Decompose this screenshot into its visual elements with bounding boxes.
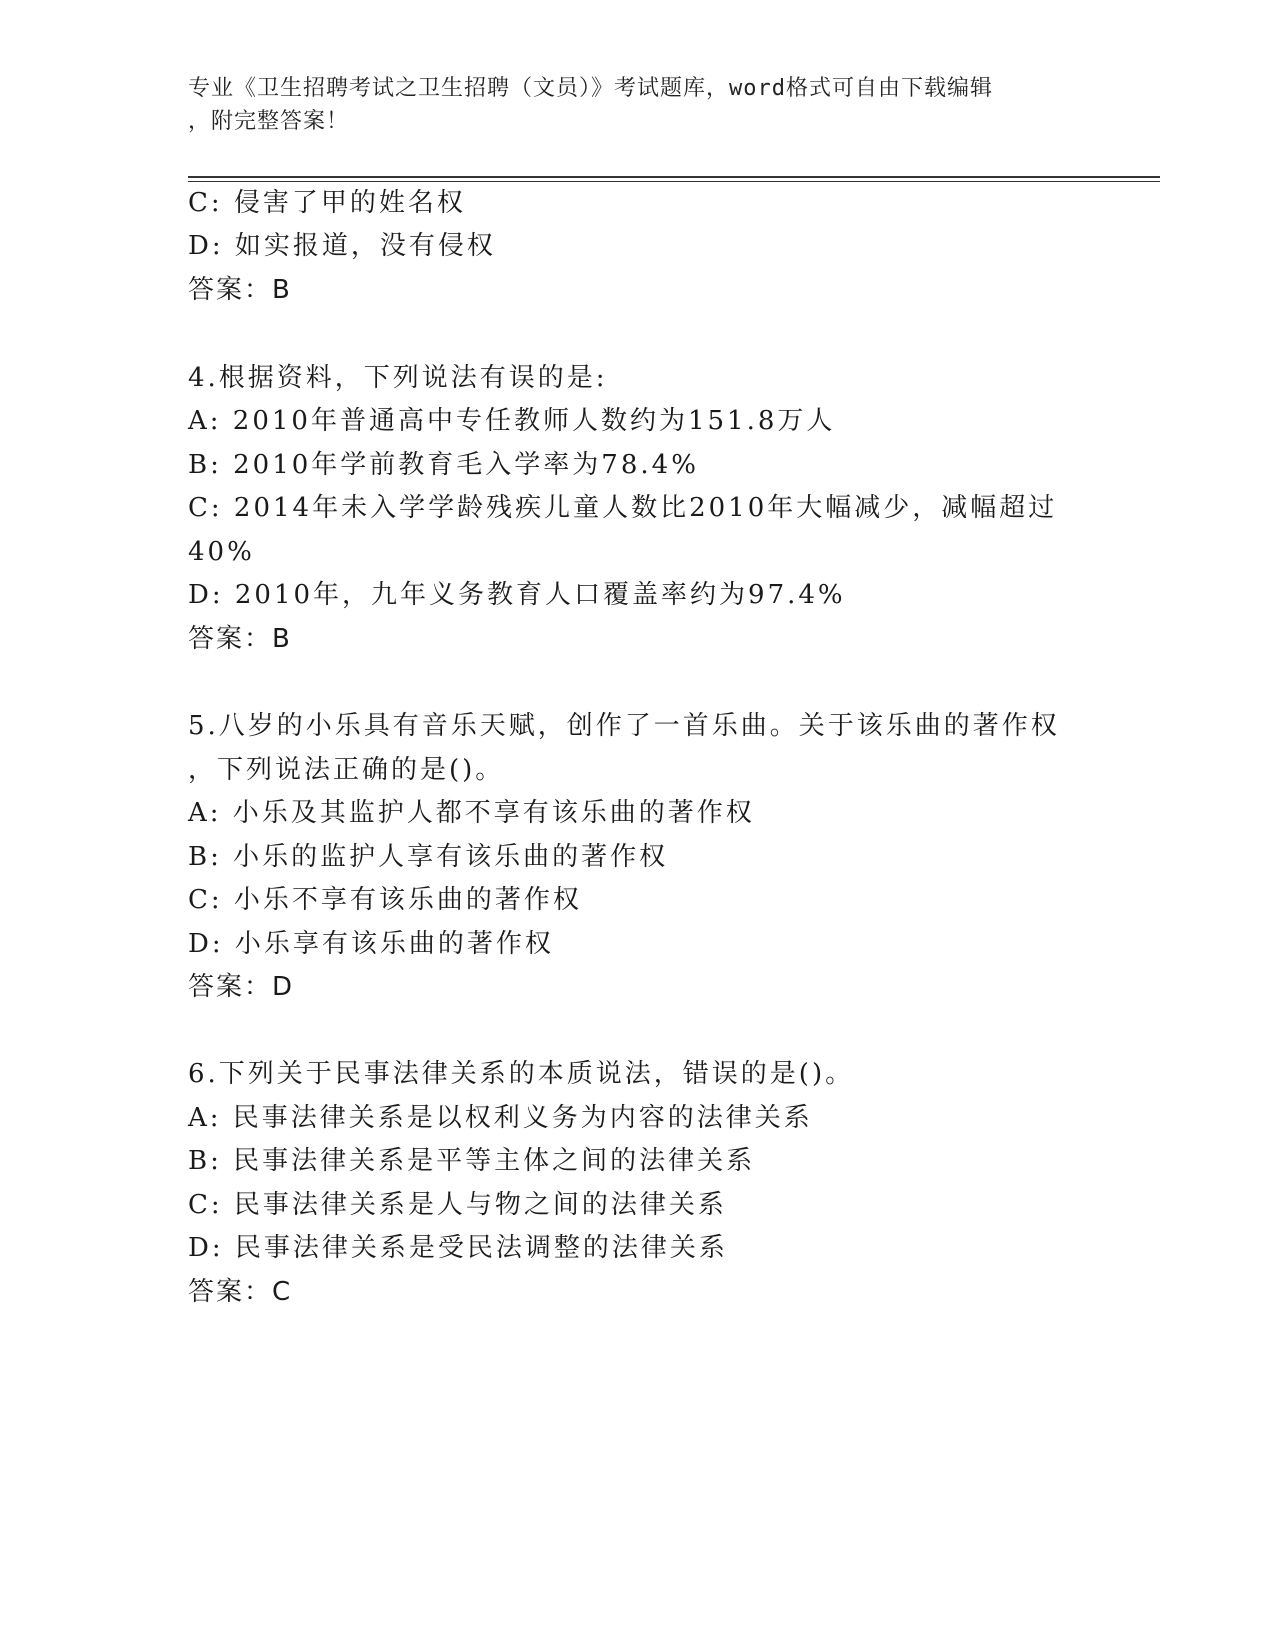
q4-option-d: D: 2010年，九年义务教育人口覆盖率约为97.4%: [188, 580, 846, 610]
q4-option-a: A: 2010年普通高中专任教师人数约为151.8万人: [188, 406, 836, 436]
q6-option-b: B: 民事法律关系是平等主体之间的法律关系: [188, 1146, 756, 1176]
header-line-2: ，附完整答案！: [188, 109, 350, 134]
q5-option-c: C: 小乐不享有该乐曲的著作权: [188, 885, 582, 915]
document-header: [188, 72, 1088, 138]
q5-answer: 答案：D: [188, 972, 295, 1002]
q4-option-b: B: 2010年学前教育毛入学率为78.4%: [188, 450, 699, 480]
q5-option-d: D: 小乐享有该乐曲的著作权: [188, 929, 554, 959]
q3-option-c: C: 侵害了甲的姓名权: [188, 188, 466, 218]
q5-option-b: B: 小乐的监护人享有该乐曲的著作权: [188, 842, 669, 872]
q5-stem-line-2: ，下列说法正确的是()。: [188, 755, 505, 785]
q3-answer: 答案：B: [188, 275, 292, 305]
q6-option-c: C: 民事法律关系是人与物之间的法律关系: [188, 1190, 727, 1220]
q4-option-c-line-2: 40%: [188, 537, 255, 567]
q6-stem: 6.下列关于民事法律关系的本质说法，错误的是()。: [188, 1059, 855, 1089]
q4-stem: 4.根据资料，下列说法有误的是:: [188, 363, 608, 393]
q4-answer: 答案：B: [188, 624, 292, 654]
q5-option-a: A: 小乐及其监护人都不享有该乐曲的著作权: [188, 798, 755, 828]
q6-option-d: D: 民事法律关系是受民法调整的法律关系: [188, 1233, 728, 1263]
q6-option-a: A: 民事法律关系是以权利义务为内容的法律关系: [188, 1103, 813, 1133]
q6-answer: 答案：C: [188, 1277, 293, 1307]
q5-stem-line-1: 5.八岁的小乐具有音乐天赋，创作了一首乐曲。关于该乐曲的著作权: [188, 711, 1060, 741]
q4-option-c-line-1: C: 2014年未入学学龄残疾儿童人数比2010年大幅减少，减幅超过: [188, 493, 1058, 523]
q3-option-d: D: 如实报道，没有侵权: [188, 231, 496, 261]
header-divider-thin: [188, 181, 1160, 182]
header-divider-thick: [188, 176, 1160, 178]
header-line-1: 专业《卫生招聘考试之卫生招聘（文员）》考试题库，word格式可自由下载编辑: [188, 76, 993, 101]
